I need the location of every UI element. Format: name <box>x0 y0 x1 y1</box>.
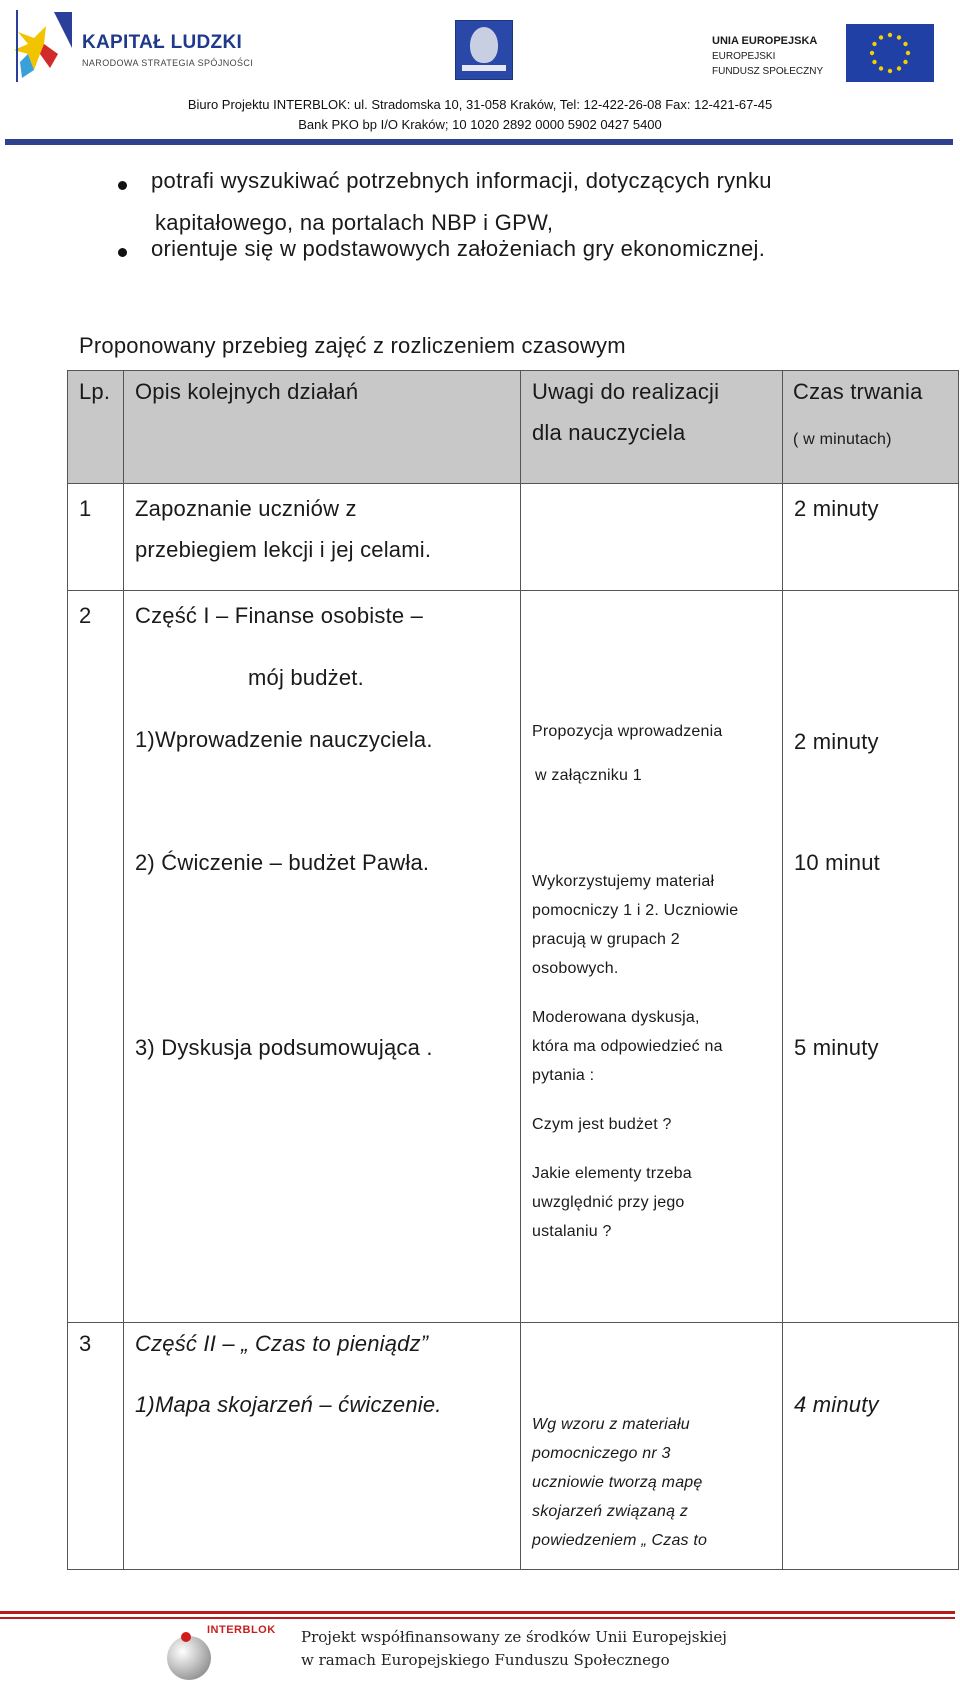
list-item-line: potrafi wyszukiwać potrzebnych informacji, dotyczących rynku <box>151 168 772 193</box>
kapital-ludzki-title: KAPITAŁ LUDZKI <box>82 32 243 53</box>
row2-note3-line: pytania : <box>532 1067 595 1084</box>
interblok-sphere-icon <box>167 1636 211 1680</box>
table-row <box>68 484 959 591</box>
row2-note2-line: osobowych. <box>532 960 619 977</box>
header-contact-address: Biuro Projektu INTERBLOK: ul. Stradomska 10, 31-058 Kraków, Tel: 12-422-26-08 Fax: 12-421-67-45 <box>187 97 773 112</box>
row3-note-line: Wg wzoru z materiału <box>532 1416 690 1433</box>
eu-logo-line2: EUROPEJSKI <box>712 51 776 62</box>
row2-title-line2: mój budżet. <box>248 665 364 690</box>
row3-time: 4 minuty <box>794 1392 879 1417</box>
row3-desc-cell <box>124 1323 521 1570</box>
header-time-line2: ( w minutach) <box>793 431 892 448</box>
row3-lp-cell <box>68 1323 124 1570</box>
header-divider <box>5 139 953 145</box>
interblok-logo <box>155 1618 285 1681</box>
row2-note3-line: Moderowana dyskusja, <box>532 1009 700 1026</box>
row3-note-line: skojarzeń związaną z <box>532 1503 689 1520</box>
row1-desc-line2: przebiegiem lekcji i jej celami. <box>135 537 432 562</box>
footer-line2: w ramach Europejskiego Funduszu Społecznego <box>301 1651 670 1669</box>
row3-note-line: powiedzeniem „ Czas to <box>532 1532 708 1549</box>
table-row <box>68 591 959 1323</box>
lesson-plan-table <box>67 370 959 1570</box>
header-cell-notes <box>521 371 783 484</box>
footer-divider-bottom <box>0 1617 955 1619</box>
row3-lp: 3 <box>79 1331 92 1356</box>
row1-lp: 1 <box>79 496 92 521</box>
row3-notes-cell <box>521 1323 783 1570</box>
row2-note2-line: pracują w grupach 2 <box>532 931 680 948</box>
row3-step1: 1)Mapa skojarzeń – ćwiczenie. <box>135 1392 442 1417</box>
row2-note2-line: Wykorzystujemy materiał <box>532 873 715 890</box>
row2-note2-line: pomocniczy 1 i 2. Uczniowie <box>532 902 739 919</box>
table-caption: Proponowany przebieg zajęć z rozliczeniem czasowym <box>79 333 626 358</box>
header-cell-time <box>783 371 959 484</box>
list-item-line: kapitałowego, na portalach NBP i GPW, <box>155 210 554 235</box>
row1-time: 2 minuty <box>794 496 879 521</box>
table-row <box>68 1323 959 1570</box>
row3-title: Część II – „ Czas to pieniądz” <box>135 1331 429 1356</box>
row3-note-line: pomocniczego nr 3 <box>532 1445 671 1462</box>
row2-note1-line2: w załączniku 1 <box>535 767 642 784</box>
row2-step1: 1)Wprowadzenie nauczyciela. <box>135 727 433 752</box>
school-emblem-icon <box>455 20 513 80</box>
row2-time2: 10 minut <box>794 850 880 875</box>
kapital-ludzki-star-icon <box>14 8 78 84</box>
row1-time-cell <box>783 484 959 591</box>
footer-divider-top <box>0 1611 955 1614</box>
row2-note3-line: która ma odpowiedzieć na <box>532 1038 723 1055</box>
header-contact-bank: Bank PKO bp I/O Kraków; 10 1020 2892 0000 5902 0427 5400 <box>298 117 662 132</box>
row2-notes-cell <box>521 591 783 1323</box>
row3-time-cell <box>783 1323 959 1570</box>
header-cell-desc <box>124 371 521 484</box>
table-header-row <box>68 371 959 484</box>
interblok-brand: INTERBLOK <box>207 1624 276 1636</box>
header-time-line1: Czas trwania <box>793 379 923 404</box>
eu-logo <box>712 20 934 86</box>
row2-time1: 2 minuty <box>794 729 879 754</box>
kapital-ludzki-logo <box>14 8 264 88</box>
kapital-ludzki-subtitle: NARODOWA STRATEGIA SPÓJNOŚCI <box>82 58 254 68</box>
row2-lp-cell <box>68 591 124 1323</box>
row2-question2-line: ustalaniu ? <box>532 1223 612 1240</box>
row2-time3: 5 minuty <box>794 1035 879 1060</box>
header-notes-line1: Uwagi do realizacji <box>532 379 720 404</box>
row1-desc-line1: Zapoznanie uczniów z <box>135 496 357 521</box>
header-notes-line2: dla nauczyciela <box>532 420 686 445</box>
row3-note-line: uczniowie tworzą mapę <box>532 1474 703 1491</box>
row2-note1-line1: Propozycja wprowadzenia <box>532 723 723 740</box>
bullet-icon <box>118 248 127 257</box>
row2-time-cell <box>783 591 959 1323</box>
eu-flag-icon <box>846 24 934 82</box>
bullet-icon <box>118 181 127 190</box>
row2-step3: 3) Dyskusja podsumowująca . <box>135 1035 433 1060</box>
row1-desc-cell <box>124 484 521 591</box>
row2-title-line1: Część I – Finanse osobiste – <box>135 603 424 628</box>
interblok-dot-icon <box>181 1632 191 1642</box>
row2-lp: 2 <box>79 603 92 628</box>
row1-lp-cell <box>68 484 124 591</box>
page-header <box>0 0 960 148</box>
row2-step2: 2) Ćwiczenie – budżet Pawła. <box>135 850 430 875</box>
list-item-line: orientuje się w podstawowych założeniach gry ekonomicznej. <box>151 236 766 261</box>
row2-question1: Czym jest budżet ? <box>532 1116 672 1133</box>
eu-logo-line1: UNIA EUROPEJSKA <box>712 35 818 47</box>
header-desc: Opis kolejnych działań <box>135 379 359 404</box>
row2-question2-line: uwzględnić przy jego <box>532 1194 685 1211</box>
row2-desc-cell <box>124 591 521 1323</box>
header-cell-lp <box>68 371 124 484</box>
footer-line1: Projekt współfinansowany ze środków Unii Europejskiej <box>301 1628 727 1646</box>
row2-question2-line: Jakie elementy trzeba <box>532 1165 692 1182</box>
eu-logo-line3: FUNDUSZ SPOŁECZNY <box>712 66 824 77</box>
row1-notes-cell <box>521 484 783 591</box>
header-lp: Lp. <box>79 379 111 404</box>
